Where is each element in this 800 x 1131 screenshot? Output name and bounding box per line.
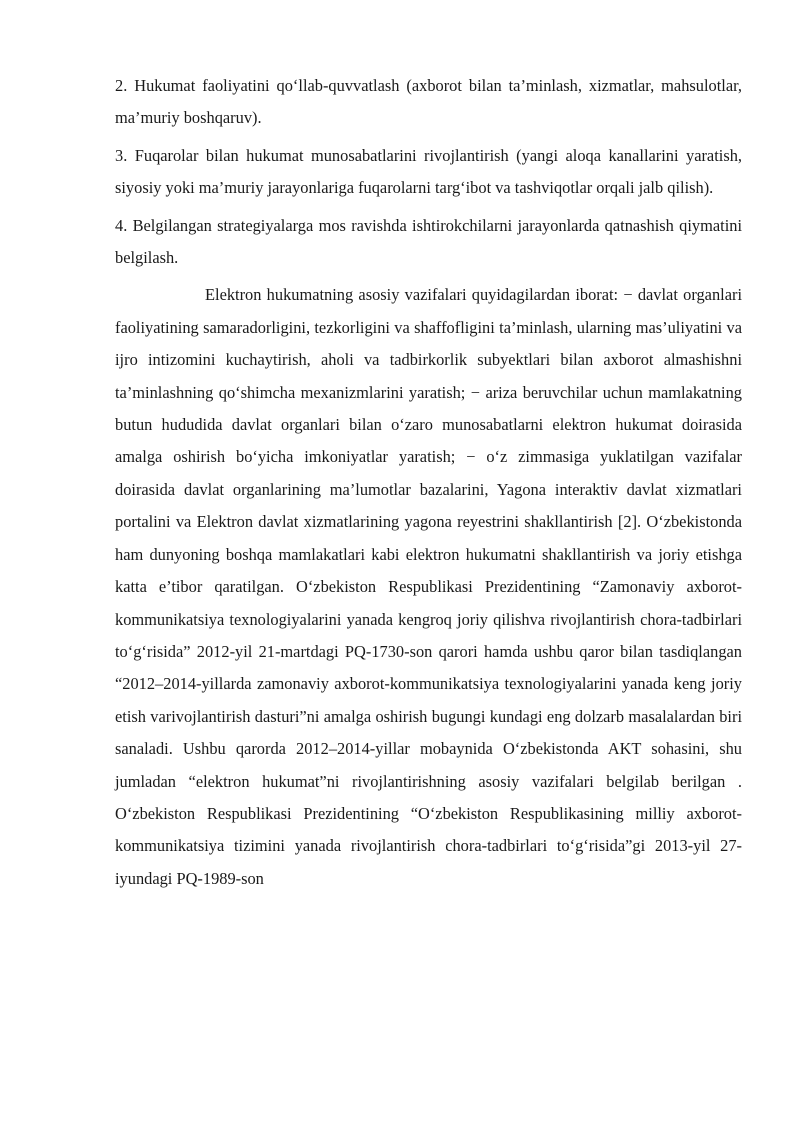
paragraph-e-government-tasks: Elektron hukumatning asosiy vazifalari quyidagilardan iborat: − davlat organlari faoliyatining samaradorligini, tezkorligini va shaffofligini ta’minlash, ularning mas’uliyatini va ijro intizomini kuchaytirish, aholi va tadbirkorlik subyektlari bilan axborot almashishni ta’minlashning qo‘shimcha mexanizmlarini yaratish; − ariza beruvchilar uchun mamlakatning butun hududida davlat organlari bilan o‘zaro munosabatlarni elektron hukumat doirasida amalga oshirish bo‘yicha imkoniyatlar yaratish; − o‘z zimmasiga yuklatilgan vazifalar doirasida davlat organlarining ma’lumotlar bazalarini, Yagona interaktiv davlat xizmatlari portalini va Elektron davlat xizmatlarining yagona reyestrini shakllantirish [2]. O‘zbekistonda ham dunyoning boshqa mamlakatlari kabi elektron hukumatni shakllantirish va joriy etishga katta e’tibor qaratilgan. O‘zbekiston Respublikasi Prezidentining “Zamonaviy axborot-kommunikatsiya texnologiyalarini yanada kengroq joriy qilishva rivojlantirish chora-tadbirlari to‘g‘risida” 2012-yil 21-martdagi PQ-1730-son qarori hamda ushbu qaror bilan tasdiqlangan “2012–2014-yillarda zamonaviy axborot-kommunikatsiya texnologiyalarini yanada keng joriy etish varivojlantirish dasturi”ni amalga oshirish bugungi kundagi eng dolzarb masalalardan biri sanaladi. Ushbu qarorda 2012–2014-yillar mobaynida O‘zbekistonda AKT sohasini, shu jumladan “elektron hukumat”ni rivojlantirishning asosiy vazifalari belgilab berilgan . O‘zbekiston Respublikasi Prezidentining “O‘zbekiston Respublikasining milliy axborot-kommunikatsiya tizimini yanada rivojlantirish chora-tadbirlari to‘g‘risida”gi 2013-yil 27-iyundagi PQ-1989-son (115, 285, 742, 888)
paragraph-item-3: 3. Fuqarolar bilan hukumat munosabatlarini rivojlantirish (yangi aloqa kanallarini yaratish, siyosiy yoki ma’muriy jarayonlariga fuqarolarni targ‘ibot va tashviqotlar orqali jalb qilish). (115, 145, 742, 198)
document-body (115, 70, 742, 895)
paragraph-item-2: 2. Hukumat faoliyatini qo‘llab-quvvatlash (axborot bilan ta’minlash, xizmatlar, mahsulotlar, ma’muriy boshqaruv). (115, 76, 742, 128)
paragraph-item-4: 4. Belgilangan strategiyalarga mos ravishda ishtirokchilarni jarayonlarda qatnashish qiymatini belgilash. (115, 215, 742, 268)
